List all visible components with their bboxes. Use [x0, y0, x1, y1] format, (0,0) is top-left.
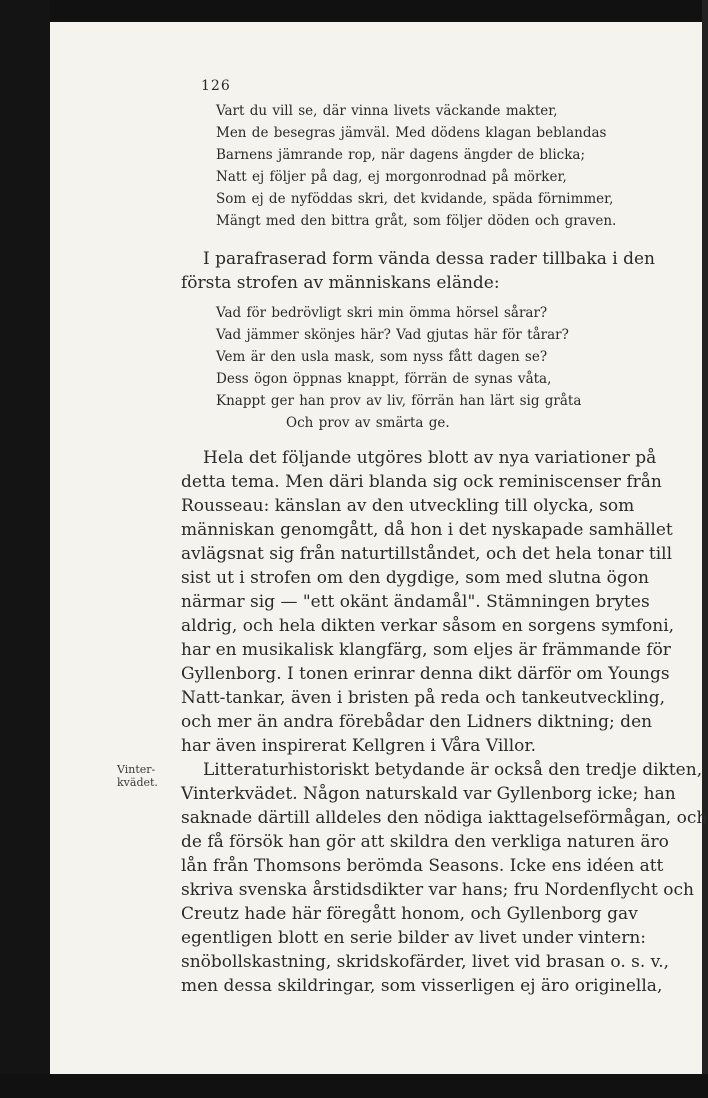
verse-line: Och prov av smärta ge.	[286, 415, 450, 431]
scan-border-right	[702, 0, 708, 1098]
text-line: lån från Thomsons berömda Seasons. Icke ens idéen att	[181, 856, 664, 876]
text-line: avlägsnat sig från naturtillståndet, och det hela tonar till	[181, 544, 673, 564]
text-line: första strofen av människans elände:	[181, 273, 500, 293]
text-line: saknade därtill alldeles den nödiga iakttagelseförmågan, och	[181, 808, 708, 828]
text-line: Creutz hade här föregått honom, och Gyllenborg gav	[181, 904, 638, 924]
text-line: och mer än andra förebådar den Lidners diktning; den	[181, 712, 653, 732]
text-line: har en musikalisk klangfärg, som eljes är främmande för	[181, 640, 671, 660]
text-line: Vinterkvädet. Någon naturskald var Gyllenborg icke; han	[181, 784, 676, 804]
page-text	[50, 22, 708, 1074]
text-line: sist ut i strofen om den dygdige, som med slutna ögon	[181, 568, 649, 588]
verse-line: Natt ej följer på dag, ej morgonrodnad på mörker,	[216, 169, 567, 185]
scan-border-left	[0, 0, 50, 1098]
text-line: egentligen blott en serie bilder av livet under vintern:	[181, 928, 647, 948]
text-line: människan genomgått, då hon i det nyskapade samhället	[181, 520, 673, 540]
text-line: snöbollskastning, skridskofärder, livet vid brasan o. s. v.,	[181, 952, 670, 972]
text-line: aldrig, och hela dikten verkar såsom en sorgens symfoni,	[181, 616, 675, 636]
margin-note-line: kvädet.	[117, 776, 158, 789]
verse-line: Men de besegras jämväl. Med dödens klagan beblandas	[216, 125, 607, 141]
text-line: Hela det följande utgöres blott av nya variationer på	[203, 448, 657, 468]
margin-note-line: Vinter-	[117, 763, 156, 776]
verse-line: Mängt med den bittra gråt, som följer döden och graven.	[216, 213, 617, 229]
verse-line: Vem är den usla mask, som nyss fått dagen se?	[216, 349, 548, 365]
text-line: detta tema. Men däri blanda sig ock reminiscenser från	[181, 472, 662, 492]
text-line: I parafraserad form vända dessa rader tillbaka i den	[203, 249, 655, 269]
text-line: närmar sig — "ett okänt ändamål". Stämningen brytes	[181, 592, 650, 612]
verse-line: Barnens jämrande rop, när dagens ängder de blicka;	[216, 147, 586, 163]
verse-line: Dess ögon öppnas knappt, förrän de synas våta,	[216, 371, 552, 387]
text-line: Gyllenborg. I tonen erinrar denna dikt därför om Youngs	[181, 664, 670, 684]
verse-line: Vad för bedrövligt skri min ömma hörsel sårar?	[216, 305, 548, 321]
text-line: Litteraturhistoriskt betydande är också den tredje dikten,	[203, 760, 703, 780]
verse-line: Vad jämmer skönjes här? Vad gjutas här för tårar?	[216, 327, 569, 343]
text-line: Rousseau: känslan av den utveckling till olycka, som	[181, 496, 635, 516]
text-line: men dessa skildringar, som visserligen ej äro originella,	[181, 976, 663, 996]
text-line: Natt-tankar, även i bristen på reda och tankeutveckling,	[181, 688, 666, 708]
margin-note	[117, 763, 158, 789]
scan-border-bottom	[0, 1074, 708, 1098]
text-line: har även inspirerat Kellgren i Våra Villor.	[181, 736, 537, 756]
verse-line: Vart du vill se, där vinna livets väckande makter,	[216, 103, 558, 119]
page-number: 126	[201, 78, 231, 94]
book-page	[50, 22, 708, 1074]
verse-line: Som ej de nyföddas skri, det kvidande, späda förnimmer,	[216, 191, 614, 207]
text-line: de få försök han gör att skildra den verkliga naturen äro	[181, 832, 669, 852]
scan-border-top	[0, 0, 708, 22]
text-line: skriva svenska årstidsdikter var hans; fru Nordenflycht och	[181, 880, 694, 900]
verse-line: Knappt ger han prov av liv, förrän han lärt sig gråta	[216, 393, 582, 409]
